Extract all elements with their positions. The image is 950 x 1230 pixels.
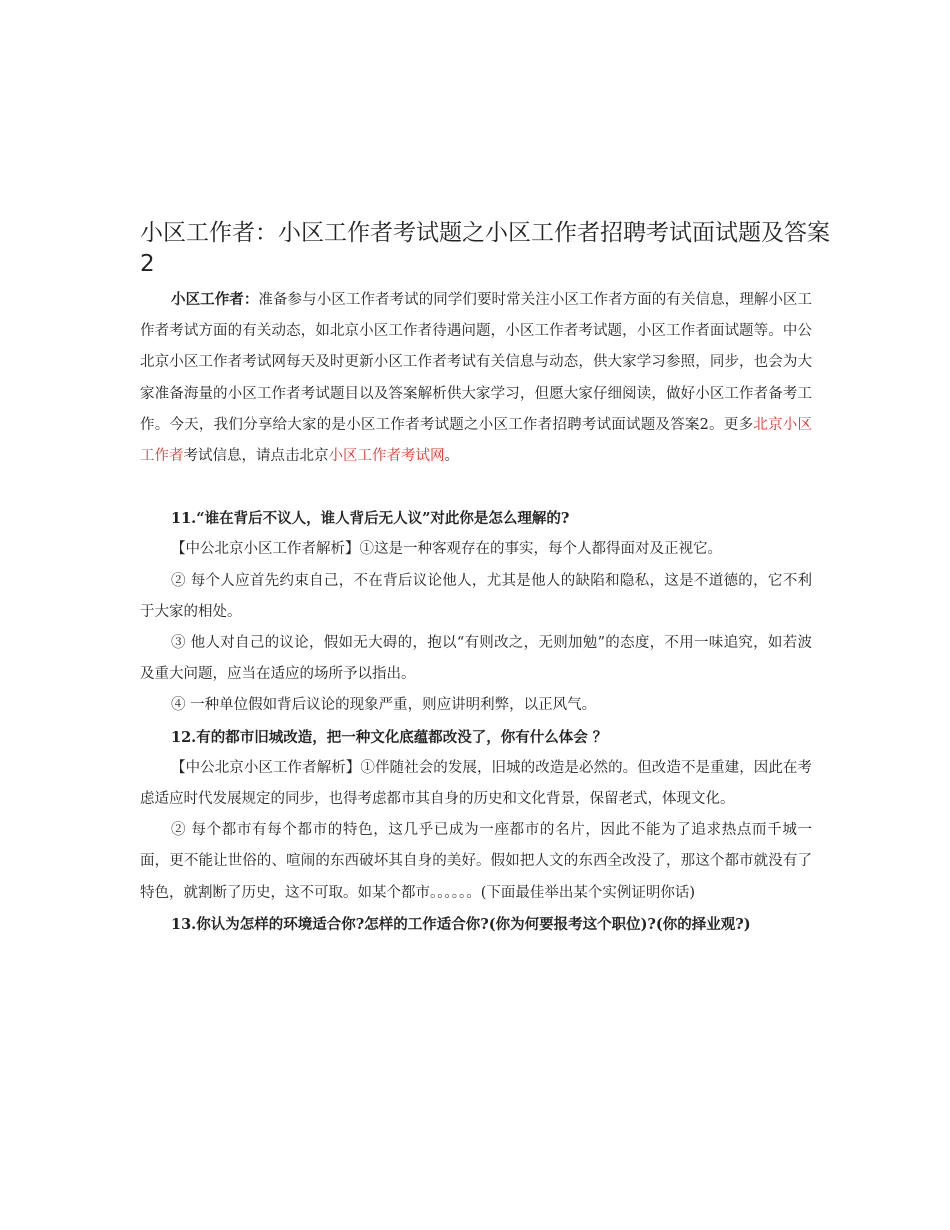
question-11: 11.“谁在背后不议人，谁人背后无人议”对此你是怎么理解的? <box>171 510 570 528</box>
spacer <box>140 472 812 503</box>
article-body <box>140 284 812 940</box>
intro-text-3: 。 <box>444 448 459 465</box>
q11-answer-3: ③ 他人对自己的议论，假如无大碍的，抱以“有则改之，无则加勉”的态度，不用一味追究，如若波及重大问题，应当在适应的场所予以指出。 <box>140 635 812 683</box>
q11-answer-2: ② 每个人应首先约束自己，不在背后议论他人，尤其是他人的缺陷和隐私，这是不道德的，它不利于大家的相处。 <box>140 572 812 620</box>
question-12: 12.有的都市旧城改造，把一种文化底蕴都改没了，你有什么体会 ？ <box>171 728 608 746</box>
link-community-worker-exam-site[interactable]: 小区工作者考试网 <box>328 448 445 465</box>
page-title: 小区工作者：小区工作者考试题之小区工作者招聘考试面试题及答案2 <box>140 220 830 277</box>
intro-text-2: 考试信息，请点击北京 <box>183 448 329 465</box>
link-beijing-community-worker[interactable]: 北京小区工作者 <box>140 416 812 465</box>
q11-answer-1: 【中公北京小区工作者解析】①这是一种客观存在的事实，每个人都得面对及正视它。 <box>171 541 722 558</box>
q12-answer-2: ② 每个都市有每个都市的特色，这几乎已成为一座都市的名片，因此不能为了追求热点而千城一面，更不能让世俗的、喧闹的东西破坏其自身的美好。假如把人文的东西全改没了，那这个都市就没有了特色，就割断了历史，这不可取。如某个都市。。。。。。(下面最佳举出某个实例证明你话) <box>140 822 812 901</box>
q12-answer-1: 【中公北京小区工作者解析】①伴随社会的发展，旧城的改造是必然的。但改造不是重建，因此在考虑适应时代发展规定的同步，也得考虑都市其自身的历史和文化背景，保留老式，体现文化。 <box>140 759 812 808</box>
question-13: 13.你认为怎样的环境适合你?怎样的工作适合你?(你为何要报考这个职位)?(你的择业观?) <box>171 915 751 933</box>
intro-paragraph <box>140 284 812 472</box>
q11-answer-4: ④ 一种单位假如背后议论的现象严重，则应讲明利弊，以正风气。 <box>171 697 597 714</box>
intro-text-1: 准备参与小区工作者考试的同学们要时常关注小区工作者方面的有关信息，理解小区工作者考试方面的有关动态，如北京小区工作者待遇问题，小区工作者考试题，小区工作者面试题等。中公北京小区工作者考试网每天及时更新小区工作者考试有关信息与动态，供大家学习参照，同步，也会为大家准备海量的小区工作者考试题目以及答案解析供大家学习，但愿大家仔细阅读，做好小区工作者备考工作。今天，我们分享给大家的是小区工作者考试题之小区工作者招聘考试面试题及答案2。更多 <box>140 292 812 433</box>
intro-lead: 小区工作者： <box>171 291 259 308</box>
